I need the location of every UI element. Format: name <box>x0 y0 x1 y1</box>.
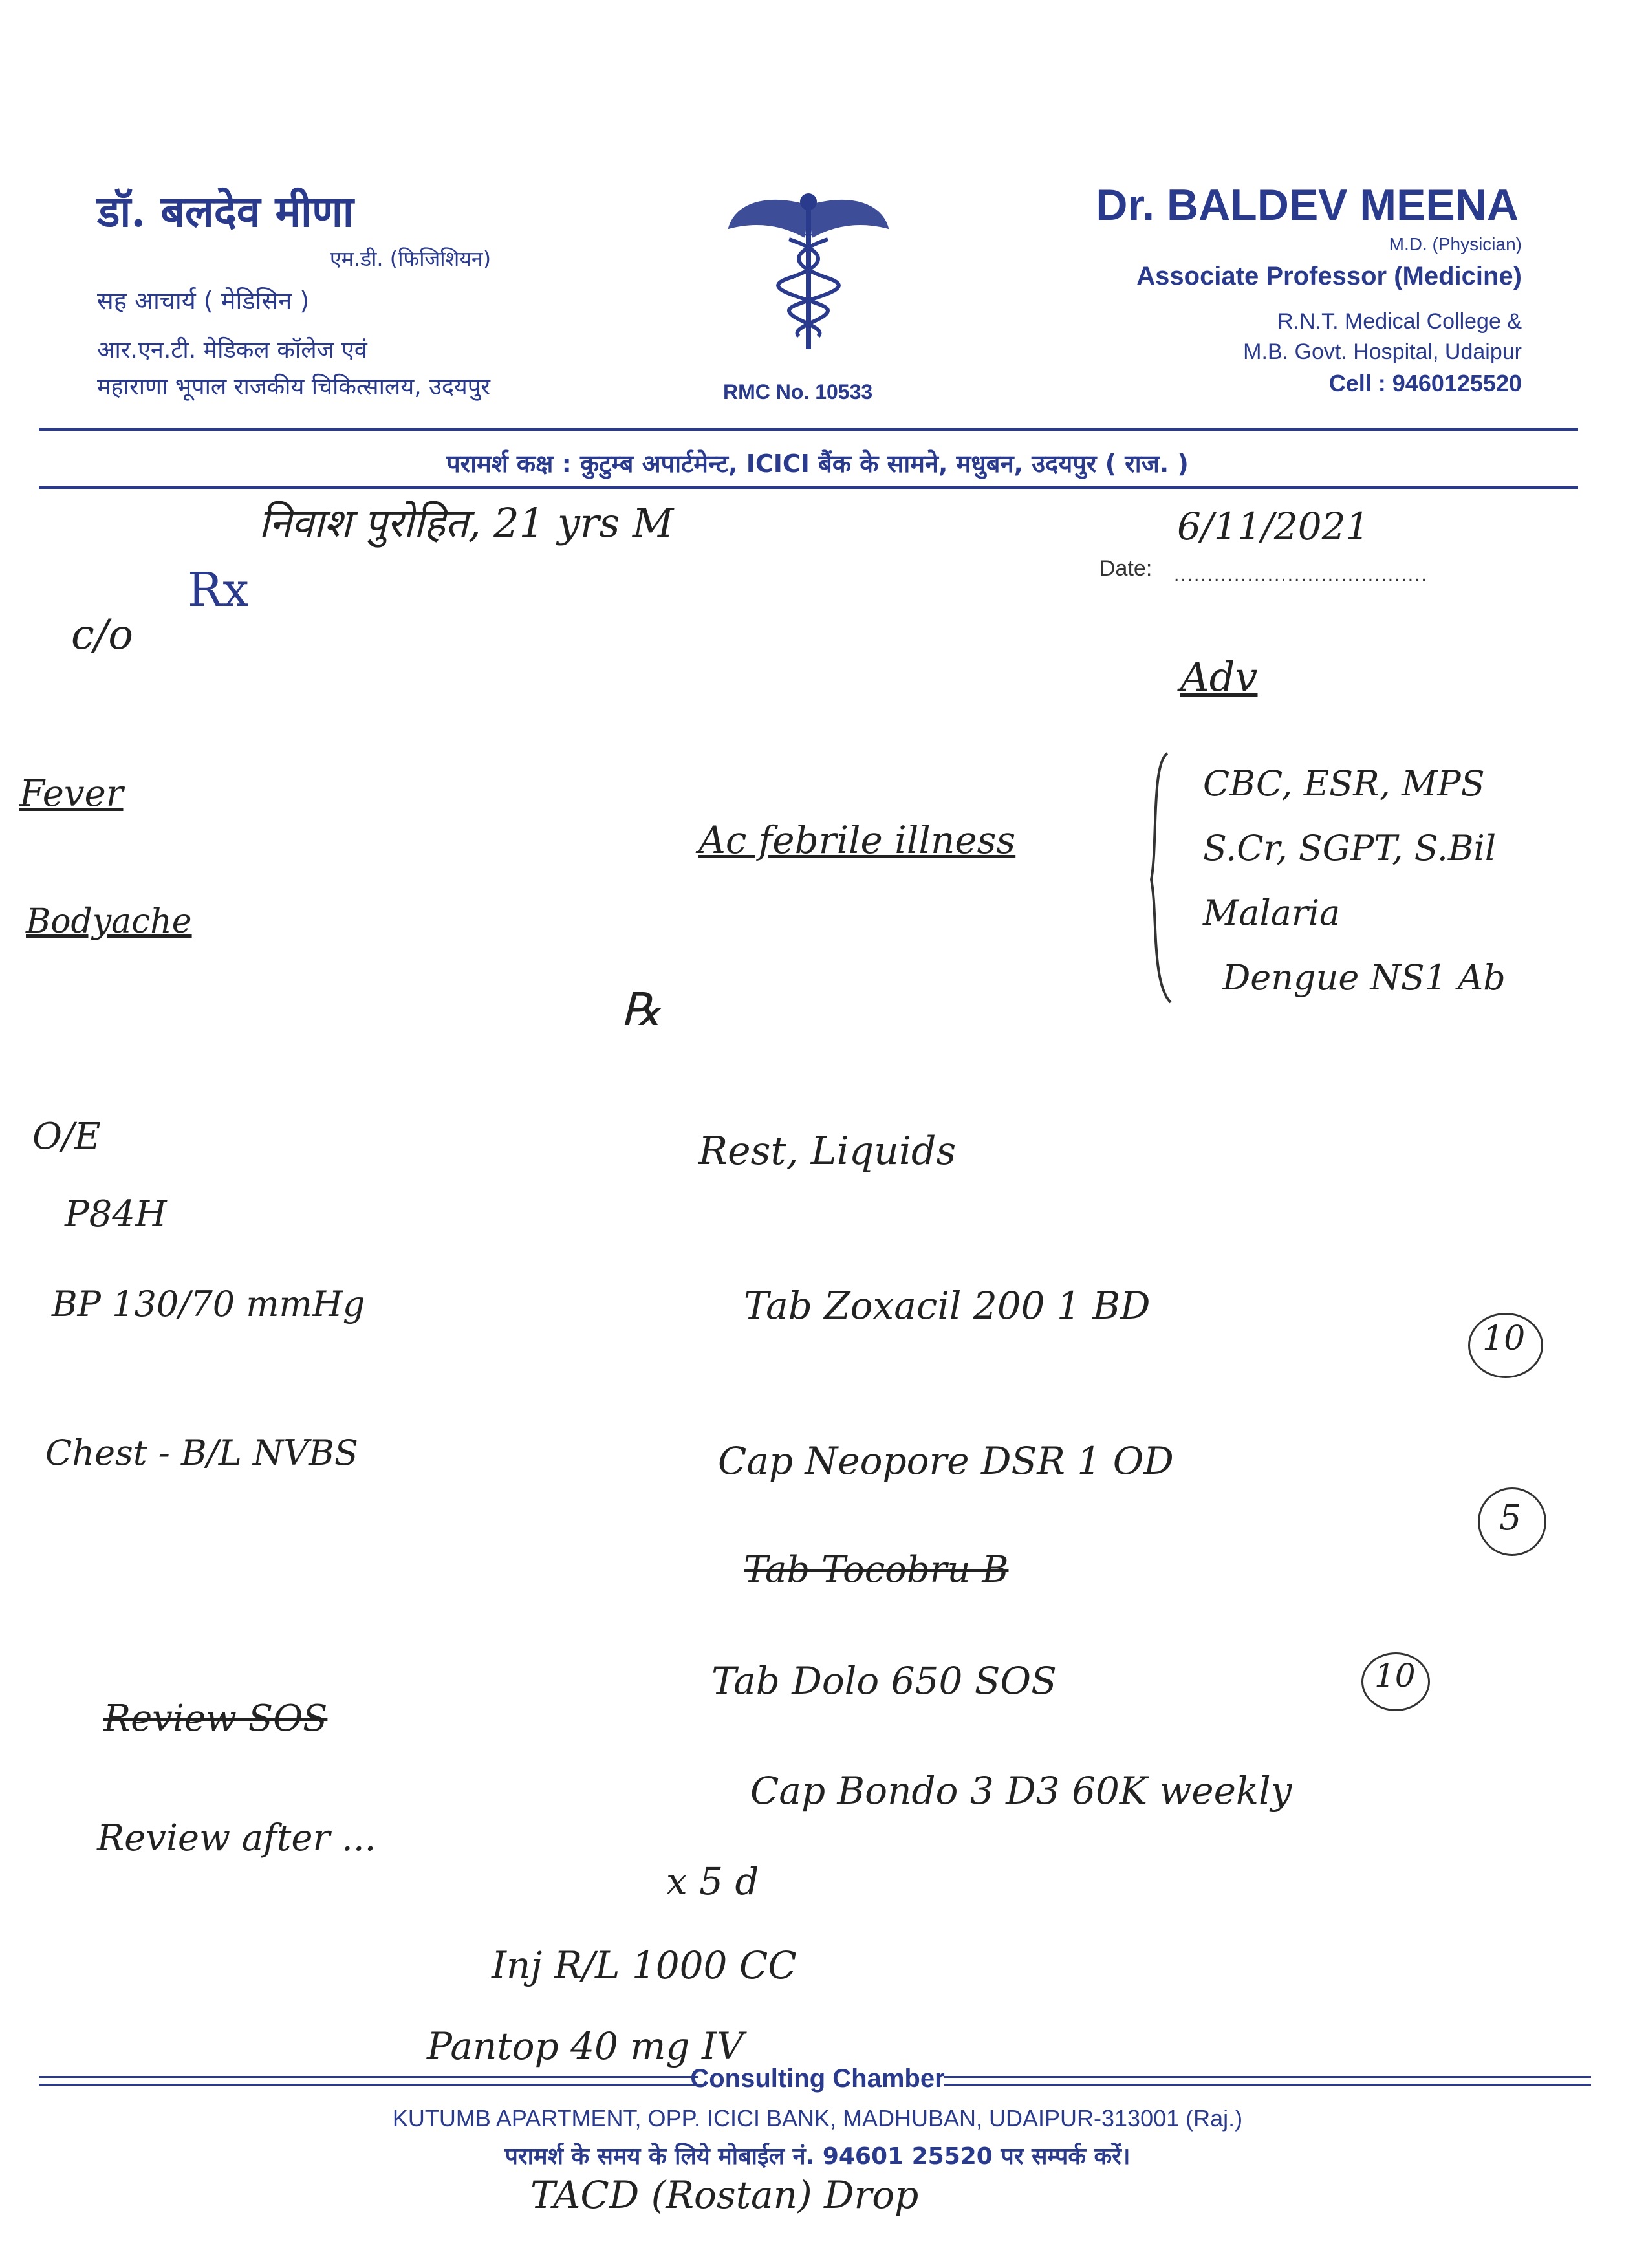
investigation-4: Dengue NS1 Ab <box>1222 957 1506 998</box>
general-advice: Rest, Liquids <box>698 1129 957 1174</box>
cell-number: Cell : 9460125520 <box>1328 370 1522 396</box>
investigation-1: CBC, ESR, MPS <box>1203 763 1485 804</box>
medicine-4: Cap Bondo 3 D3 60K weekly <box>750 1769 1292 1813</box>
medicine-3-qty: 10 <box>1374 1657 1416 1694</box>
medicine-2: Cap Neopore DSR 1 OD <box>718 1439 1174 1483</box>
review-sos: Review SOS <box>103 1698 328 1740</box>
college-english-line1: R.N.T. Medical College & <box>1277 309 1522 334</box>
medicine-1: Tab Zoxacil 200 1 BD <box>744 1284 1151 1328</box>
date-label: Date: <box>1099 556 1153 581</box>
caduceus-icon <box>724 188 893 356</box>
rx-handwritten-mark: ℞ <box>621 983 662 1036</box>
pallor-note: P84H <box>65 1193 167 1235</box>
advice-label: Adv <box>1180 653 1258 700</box>
investigation-3: Malaria <box>1203 892 1341 933</box>
handwritten-date: 6/11/2021 <box>1177 504 1370 548</box>
rx-symbol: Rx <box>188 563 249 617</box>
post-english: Associate Professor (Medicine) <box>1136 262 1522 290</box>
medicine-3: Tab Dolo 650 SOS <box>711 1659 1057 1703</box>
medicine-2-qty: 5 <box>1499 1497 1522 1538</box>
medicine-1-qty: 10 <box>1482 1319 1526 1358</box>
investigation-bracket <box>1138 750 1177 1009</box>
footer-title: Consulting Chamber <box>690 2064 945 2093</box>
investigation-2: S.Cr, SGPT, S.Bil <box>1203 828 1497 869</box>
college-hindi-line1: आर.एन.टी. मेडिकल कॉलेज एवं <box>97 337 367 363</box>
patient-name: निवाश पुरोहित, 21 yrs M <box>259 499 674 546</box>
doctor-name-english: Dr. BALDEV MEENA <box>1096 180 1519 230</box>
doctor-name-hindi: डॉ. बलदेव मीणा <box>97 186 354 237</box>
consultation-room-address: परामर्श कक्ष : कुटुम्ब अपार्टमेन्ट, ICICI बैंक के सामने, मधुबन, उदयपुर ( राज. ) <box>446 449 1189 478</box>
header-rule-top <box>39 428 1578 431</box>
course-duration: x 5 d <box>666 1859 759 1903</box>
note-pantop: Pantop 40 mg IV <box>427 2024 744 2068</box>
footer-address: KUTUMB APARTMENT, OPP. ICICI BANK, MADHUBAN, UDAIPUR-313001 (Raj.) <box>392 2105 1243 2132</box>
post-hindi: सह आचार्य ( मेडिसिन ) <box>97 286 310 315</box>
provisional-diagnosis: Ac febrile illness <box>698 818 1016 862</box>
college-english-line2: M.B. Govt. Hospital, Udaipur <box>1243 340 1522 364</box>
review-after: Review after ... <box>97 1817 376 1859</box>
footer-hindi-contact: परामर्श के समय के लिये मोबाईल नं. 94601 25520 पर सम्पर्क करें। <box>504 2143 1131 2170</box>
degree-english: M.D. (Physician) <box>1389 234 1522 254</box>
medicine-struck: Tab Tocobru B <box>744 1549 1009 1591</box>
date-dotted-line: ...................................... <box>1174 564 1428 585</box>
chest-note: Chest - B/L NVBS <box>45 1432 358 1473</box>
note-drop: TACD (Rostan) Drop <box>530 2173 919 2217</box>
college-hindi-line2: महाराणा भूपाल राजकीय चिकित्सालय, उदयपुर <box>97 374 490 400</box>
note-injection: Inj R/L 1000 CC <box>492 1943 797 1987</box>
bp-note: BP 130/70 mmHg <box>52 1284 365 1324</box>
complaints-label: c/o <box>71 611 133 659</box>
header-rule-bottom <box>39 486 1578 489</box>
rmc-number: RMC No. 10533 <box>723 380 873 404</box>
degree-hindi: एम.डी. (फिजिशियन) <box>330 246 492 271</box>
complaint-fever: Fever <box>19 773 124 815</box>
complaint-bodyache: Bodyache <box>26 902 192 941</box>
oe-label: O/E <box>32 1116 101 1158</box>
